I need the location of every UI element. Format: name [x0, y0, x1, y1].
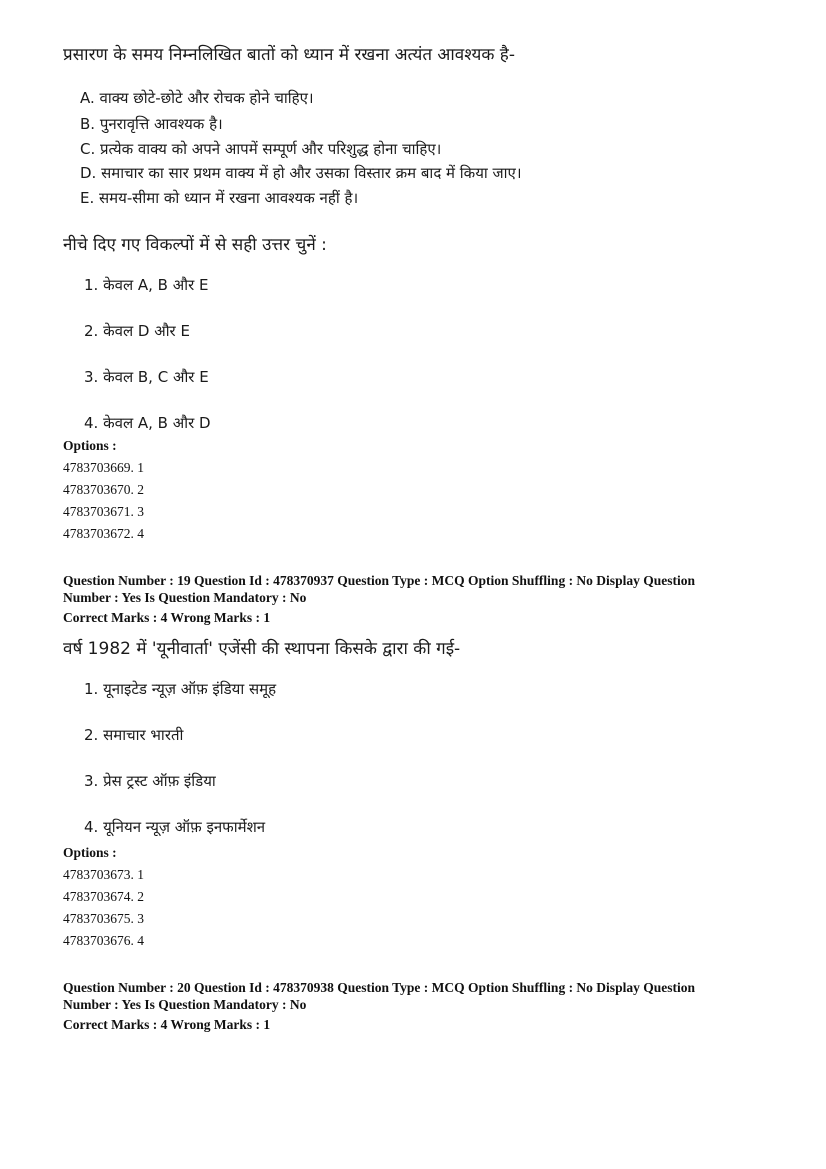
- question-stem: प्रसारण के समय निम्नलिखित बातों को ध्यान में रखना अत्यंत आवश्यक है-: [63, 45, 515, 65]
- options-label: Options :: [63, 845, 117, 860]
- question-meta-line-1: Question Number : 20 Question Id : 478370938 Question Type : MCQ Option Shuffling : No Display Question: [63, 980, 695, 995]
- choice-2: 2. समाचार भारती: [84, 726, 184, 744]
- choice-4: 4. केवल A, B और D: [84, 414, 211, 432]
- statement-b: B. पुनरावृत्ति आवश्यक है।: [80, 115, 223, 133]
- question-meta-line-2: Number : Yes Is Question Mandatory : No: [63, 997, 307, 1012]
- option-id-3: 4783703671. 3: [63, 504, 144, 519]
- option-id-1: 4783703669. 1: [63, 460, 144, 475]
- choice-4: 4. यूनियन न्यूज़ ऑफ़ इनफार्मेशन: [84, 818, 266, 836]
- option-id-2: 4783703674. 2: [63, 889, 144, 904]
- question-meta-line-1: Question Number : 19 Question Id : 478370937 Question Type : MCQ Option Shuffling : No Display Question: [63, 573, 695, 588]
- options-label: Options :: [63, 438, 117, 453]
- question-meta-line-2: Number : Yes Is Question Mandatory : No: [63, 590, 307, 605]
- option-id-2: 4783703670. 2: [63, 482, 144, 497]
- choice-3: 3. केवल B, C और E: [84, 368, 209, 386]
- instruction-text: नीचे दिए गए विकल्पों में से सही उत्तर चुनें :: [63, 235, 327, 255]
- statement-e: E. समय-सीमा को ध्यान में रखना आवश्यक नहीं है।: [80, 189, 359, 207]
- option-id-1: 4783703673. 1: [63, 867, 144, 882]
- statement-a: A. वाक्य छोटे-छोटे और रोचक होने चाहिए।: [80, 89, 314, 107]
- choice-1: 1. यूनाइटेड न्यूज़ ऑफ़ इंडिया समूह: [84, 680, 277, 698]
- statement-d: D. समाचार का सार प्रथम वाक्य में हो और उसका विस्तार क्रम बाद में किया जाए।: [80, 164, 522, 182]
- choice-3: 3. प्रेस ट्रस्ट ऑफ़ इंडिया: [84, 772, 216, 790]
- marks-line: Correct Marks : 4 Wrong Marks : 1: [63, 1017, 271, 1032]
- question-stem: वर्ष 1982 में 'यूनीवार्ता' एजेंसी की स्थापना किसके द्वारा की गई-: [63, 639, 461, 659]
- statement-c: C. प्रत्येक वाक्य को अपने आपमें सम्पूर्ण और परिशुद्ध होना चाहिए।: [80, 140, 442, 158]
- option-id-4: 4783703676. 4: [63, 933, 144, 948]
- choice-2: 2. केवल D और E: [84, 322, 190, 340]
- option-id-3: 4783703675. 3: [63, 911, 144, 926]
- marks-line: Correct Marks : 4 Wrong Marks : 1: [63, 610, 271, 625]
- option-id-4: 4783703672. 4: [63, 526, 144, 541]
- choice-1: 1. केवल A, B और E: [84, 276, 209, 294]
